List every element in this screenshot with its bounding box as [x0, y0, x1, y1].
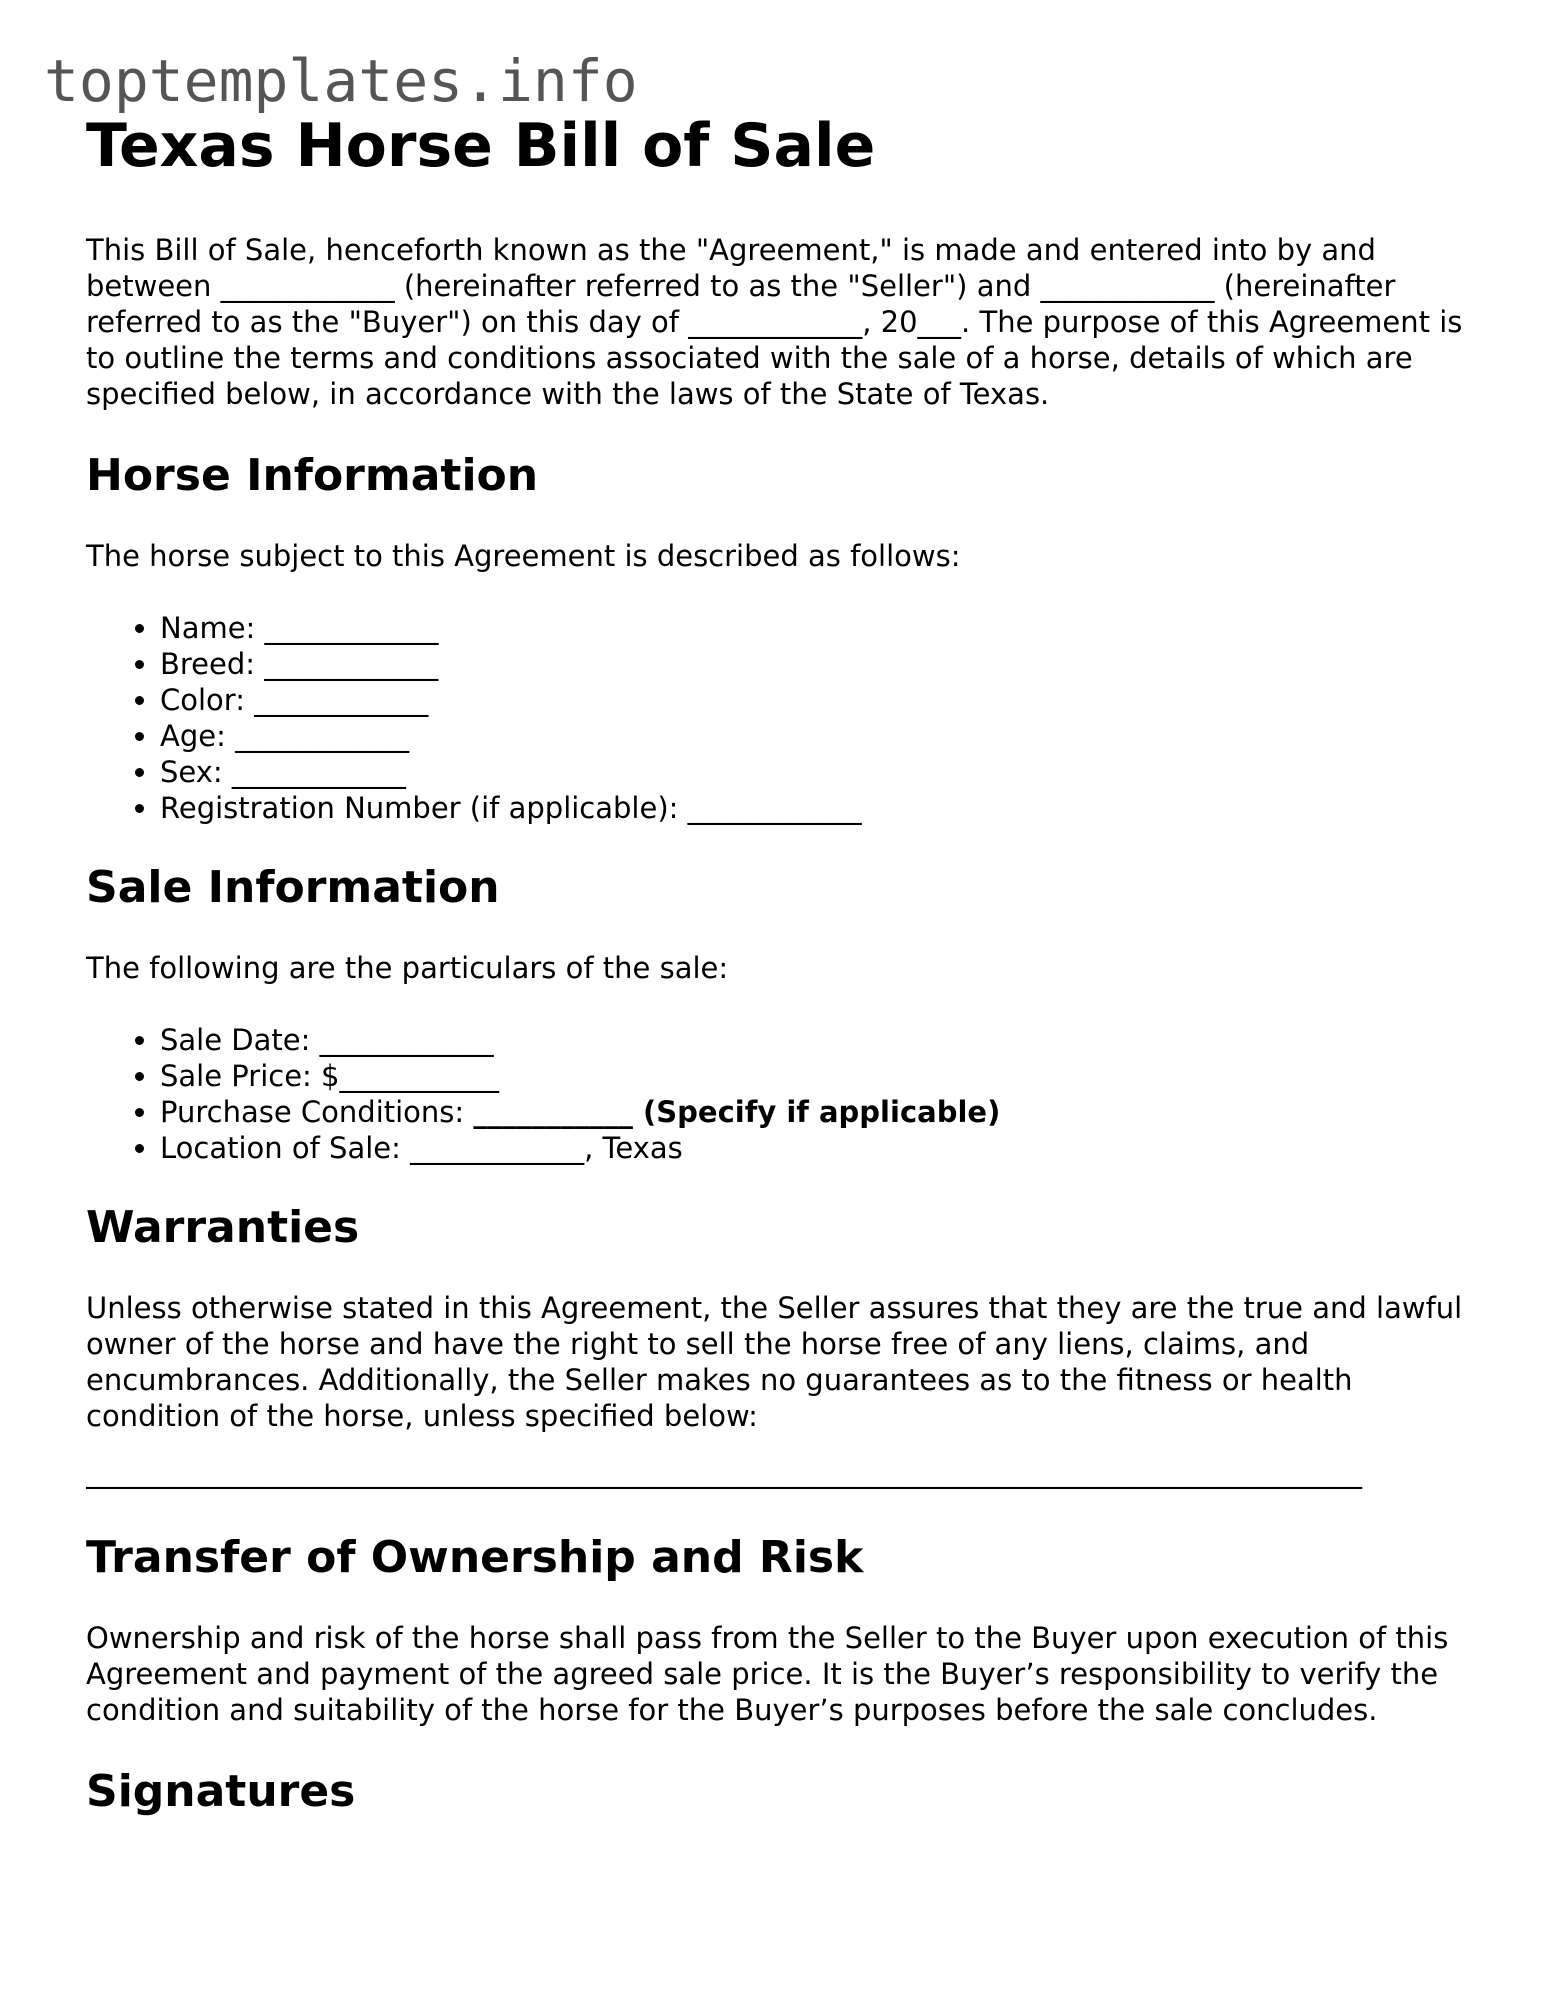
purchase-conditions-note: ___________ (Specify if applicable)	[473, 1095, 1001, 1129]
horse-sex-field: • Sex: ____________	[160, 754, 1466, 790]
sale-location-field: • Location of Sale: ____________, Texas	[160, 1130, 1466, 1166]
sale-date-field: • Sale Date: ____________	[160, 1022, 1466, 1058]
horse-name-field: • Name: ____________	[160, 610, 1466, 646]
horse-information-heading: Horse Information	[86, 450, 539, 501]
purchase-conditions-field	[160, 1094, 1466, 1130]
sale-information-heading: Sale Information	[86, 862, 500, 913]
transfer-heading: Transfer of Ownership and Risk	[86, 1532, 864, 1583]
document-title: Texas Horse Bill of Sale	[86, 111, 876, 181]
warranties-heading: Warranties	[86, 1202, 360, 1253]
horse-information-list	[86, 610, 1466, 826]
document-body	[86, 108, 1466, 1854]
sale-information-lead: The following are the particulars of the sale:	[86, 951, 729, 985]
sale-price-field: • Sale Price: $___________	[160, 1058, 1466, 1094]
horse-color-field: • Color: ____________	[160, 682, 1466, 718]
sale-information-list	[86, 1022, 1466, 1166]
horse-registration-field: • Registration Number (if applicable): ____________	[160, 790, 1466, 826]
warranties-paragraph: Unless otherwise stated in this Agreement, the Seller assures that they are the true and lawful owner of the horse and have the right to sell the horse free of any liens, claims, and encumbrances. Additionally, the Seller makes no guarantees as to the fitness or health condition of the horse, unless specified below:	[86, 1291, 1463, 1433]
warranties-blank-line: ________________________________________________________________________________________	[86, 1455, 1362, 1489]
signatures-heading: Signatures	[86, 1766, 356, 1817]
intro-paragraph: This Bill of Sale, henceforth known as the "Agreement," is made and entered into by and between ____________ (hereinafter referred to as the "Seller") and ____________ (hereinafter referred to as the "Buyer") on this day of ____________, 20___. The purpose of this Agreement is to outline the terms and conditions associated with the sale of a horse, details of which are specified below, in accordance with the laws of the State of Texas.	[86, 233, 1463, 411]
watermark-text: toptemplates.info	[44, 47, 638, 115]
purchase-conditions-label: Purchase Conditions:	[160, 1095, 474, 1129]
horse-information-lead: The horse subject to this Agreement is described as follows:	[86, 539, 961, 573]
horse-age-field: • Age: ____________	[160, 718, 1466, 754]
transfer-paragraph: Ownership and risk of the horse shall pass from the Seller to the Buyer upon execution of this Agreement and payment of the agreed sale price. It is the Buyer’s responsibility to verify the condition and suitability of the horse for the Buyer’s purposes before the sale concludes.	[86, 1621, 1449, 1727]
horse-breed-field: • Breed: ____________	[160, 646, 1466, 682]
